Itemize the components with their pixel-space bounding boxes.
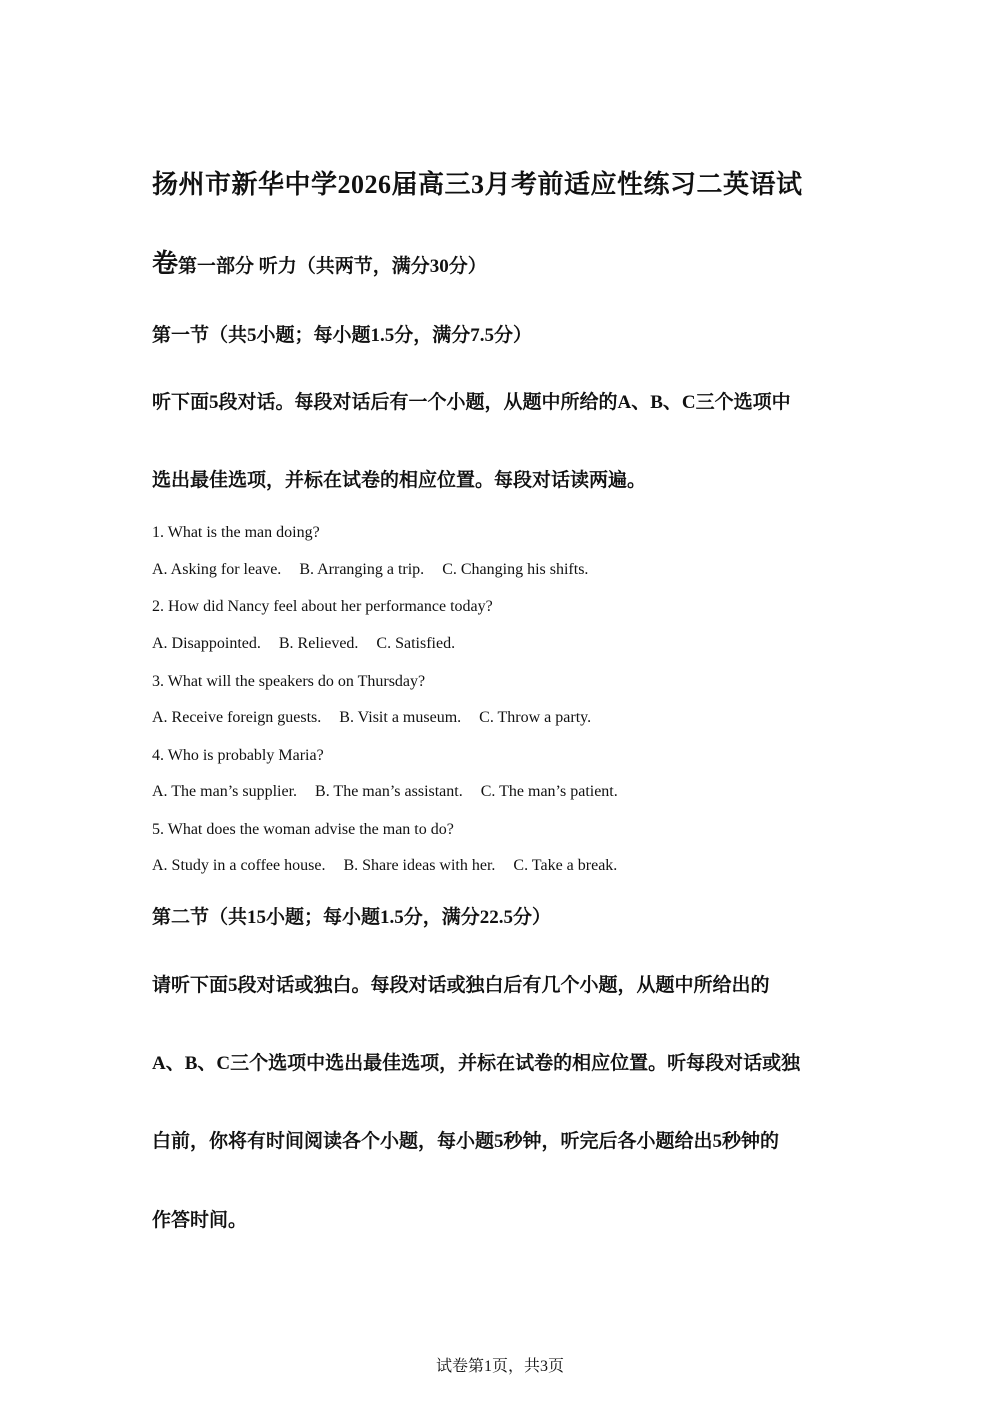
- option-b: B. Visit a museum.: [339, 709, 462, 726]
- option-b: B. Share ideas with her.: [343, 857, 496, 874]
- option-c: C. Take a break.: [513, 857, 618, 874]
- question-2-stem: 2. How did Nancy feel about her performance today?: [152, 598, 493, 615]
- option-a: A. Receive foreign guests.: [152, 709, 322, 726]
- question-2-options: [152, 633, 473, 655]
- question-1-options: [152, 559, 606, 581]
- part-one-heading: 第一部分 听力（共两节，满分30分）: [178, 256, 487, 277]
- document-title-continuation: [152, 246, 487, 285]
- section-one-instruction-line-1: 听下面5段对话。每段对话后有一个小题，从题中所给的A、B、C三个选项中: [152, 392, 791, 413]
- question-1-stem: 1. What is the man doing?: [152, 524, 320, 541]
- question-5-stem: 5. What does the woman advise the man to do?: [152, 821, 454, 838]
- section-one-instruction-line-2: 选出最佳选项，并标在试卷的相应位置。每段对话读两遍。: [152, 470, 647, 491]
- title-last-char: 卷: [152, 249, 179, 278]
- option-a: A. The man’s supplier.: [152, 783, 298, 800]
- question-5-options: [152, 855, 635, 877]
- question-4-options: [152, 781, 636, 803]
- option-a: A. Disappointed.: [152, 635, 261, 652]
- question-3-stem: 3. What will the speakers do on Thursday?: [152, 673, 426, 690]
- section-two-heading: 第二节（共15小题；每小题1.5分，满分22.5分）: [152, 907, 552, 928]
- section-two-instruction-line-1: 请听下面5段对话或独白。每段对话或独白后有几个小题，从题中所给出的: [152, 975, 770, 996]
- section-two-instruction-line-3: 白前，你将有时间阅读各个小题，每小题5秒钟，听完后各小题给出5秒钟的: [152, 1131, 780, 1152]
- option-c: C. The man’s patient.: [480, 783, 618, 800]
- section-one-heading: 第一节（共5小题；每小题1.5分，满分7.5分）: [152, 325, 533, 346]
- option-b: B. The man’s assistant.: [315, 783, 463, 800]
- option-c: C. Satisfied.: [376, 635, 456, 652]
- section-two-instruction-line-4: 作答时间。: [152, 1210, 248, 1231]
- question-3-options: [152, 707, 609, 729]
- page-footer: 试卷第1页，共3页: [435, 1358, 564, 1375]
- option-c: C. Throw a party.: [479, 709, 592, 726]
- option-b: B. Arranging a trip.: [299, 561, 425, 578]
- document-title: 扬州市新华中学2026届高三3月考前适应性练习二英语试: [152, 170, 803, 199]
- option-c: C. Changing his shifts.: [442, 561, 589, 578]
- option-a: A. Study in a coffee house.: [152, 857, 326, 874]
- section-two-instruction-line-2: A、B、C三个选项中选出最佳选项，并标在试卷的相应位置。听每段对话或独: [152, 1053, 801, 1074]
- option-a: A. Asking for leave.: [152, 561, 282, 578]
- option-b: B. Relieved.: [278, 635, 359, 652]
- question-4-stem: 4. Who is probably Maria?: [152, 747, 324, 764]
